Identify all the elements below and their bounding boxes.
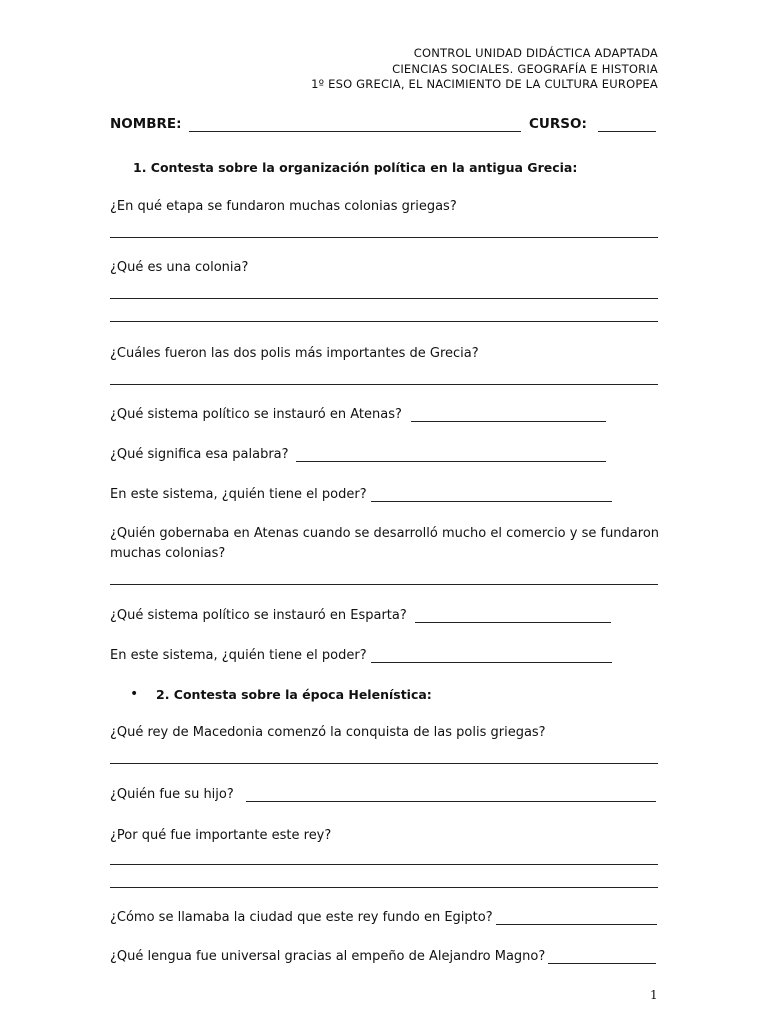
header-line-course-topic: 1º ESO GRECIA, EL NACIMIENTO DE LA CULTURA EUROPEA	[311, 77, 658, 91]
section-1-title: 1. Contesta sobre la organización política en la antigua Grecia:	[133, 160, 578, 175]
answer-line[interactable]	[371, 662, 612, 663]
answer-line[interactable]	[110, 864, 658, 865]
page-number: 1	[650, 988, 658, 1002]
name-label: NOMBRE:	[110, 116, 182, 132]
answer-line[interactable]	[246, 801, 656, 802]
question-universal-language: ¿Qué lengua fue universal gracias al empeño de Alejandro Magno?	[110, 949, 546, 964]
answer-line[interactable]	[110, 887, 658, 888]
question-sparta-power: En este sistema, ¿quién tiene el poder?	[110, 648, 367, 663]
section-2-title: 2. Contesta sobre la época Helenística:	[156, 687, 432, 702]
answer-line[interactable]	[110, 298, 658, 299]
answer-line[interactable]	[411, 421, 606, 422]
bullet-icon: •	[130, 686, 139, 702]
question-athens-ruler-continued: muchas colonias?	[110, 546, 226, 561]
question-king-son: ¿Quién fue su hijo?	[110, 787, 234, 802]
name-answer-line[interactable]	[189, 131, 521, 132]
answer-line[interactable]	[110, 237, 658, 238]
answer-line[interactable]	[110, 763, 658, 764]
question-what-is-colony: ¿Qué es una colonia?	[110, 260, 249, 275]
course-label: CURSO:	[529, 116, 587, 132]
answer-line[interactable]	[110, 584, 658, 585]
answer-line[interactable]	[296, 461, 606, 462]
question-sparta-system: ¿Qué sistema político se instauró en Esparta?	[110, 608, 407, 623]
header-line-subject: CIENCIAS SOCIALES. GEOGRAFÍA E HISTORIA	[392, 61, 658, 76]
question-colonies-stage: ¿En qué etapa se fundaron muchas colonias griegas?	[110, 199, 457, 214]
answer-line[interactable]	[548, 963, 656, 964]
question-athens-power: En este sistema, ¿quién tiene el poder?	[110, 487, 367, 502]
document-header	[311, 46, 658, 93]
question-athens-system: ¿Qué sistema político se instauró en Atenas?	[110, 407, 402, 422]
question-egypt-city: ¿Cómo se llamaba la ciudad que este rey fundo en Egipto?	[110, 910, 493, 925]
question-word-meaning: ¿Qué significa esa palabra?	[110, 447, 289, 462]
question-athens-ruler: ¿Quién gobernaba en Atenas cuando se desarrolló mucho el comercio y se fundaron	[110, 526, 660, 541]
answer-line[interactable]	[496, 924, 657, 925]
question-macedonia-king: ¿Qué rey de Macedonia comenzó la conquista de las polis griegas?	[110, 725, 546, 740]
answer-line[interactable]	[371, 501, 612, 502]
question-king-importance: ¿Por qué fue importante este rey?	[110, 828, 332, 843]
answer-line[interactable]	[415, 622, 611, 623]
answer-line[interactable]	[110, 321, 658, 322]
answer-line[interactable]	[110, 384, 658, 385]
question-main-polis: ¿Cuáles fueron las dos polis más importantes de Grecia?	[110, 346, 479, 361]
header-line-control: CONTROL UNIDAD DIDÁCTICA ADAPTADA	[413, 46, 658, 60]
course-answer-line[interactable]	[598, 131, 656, 132]
